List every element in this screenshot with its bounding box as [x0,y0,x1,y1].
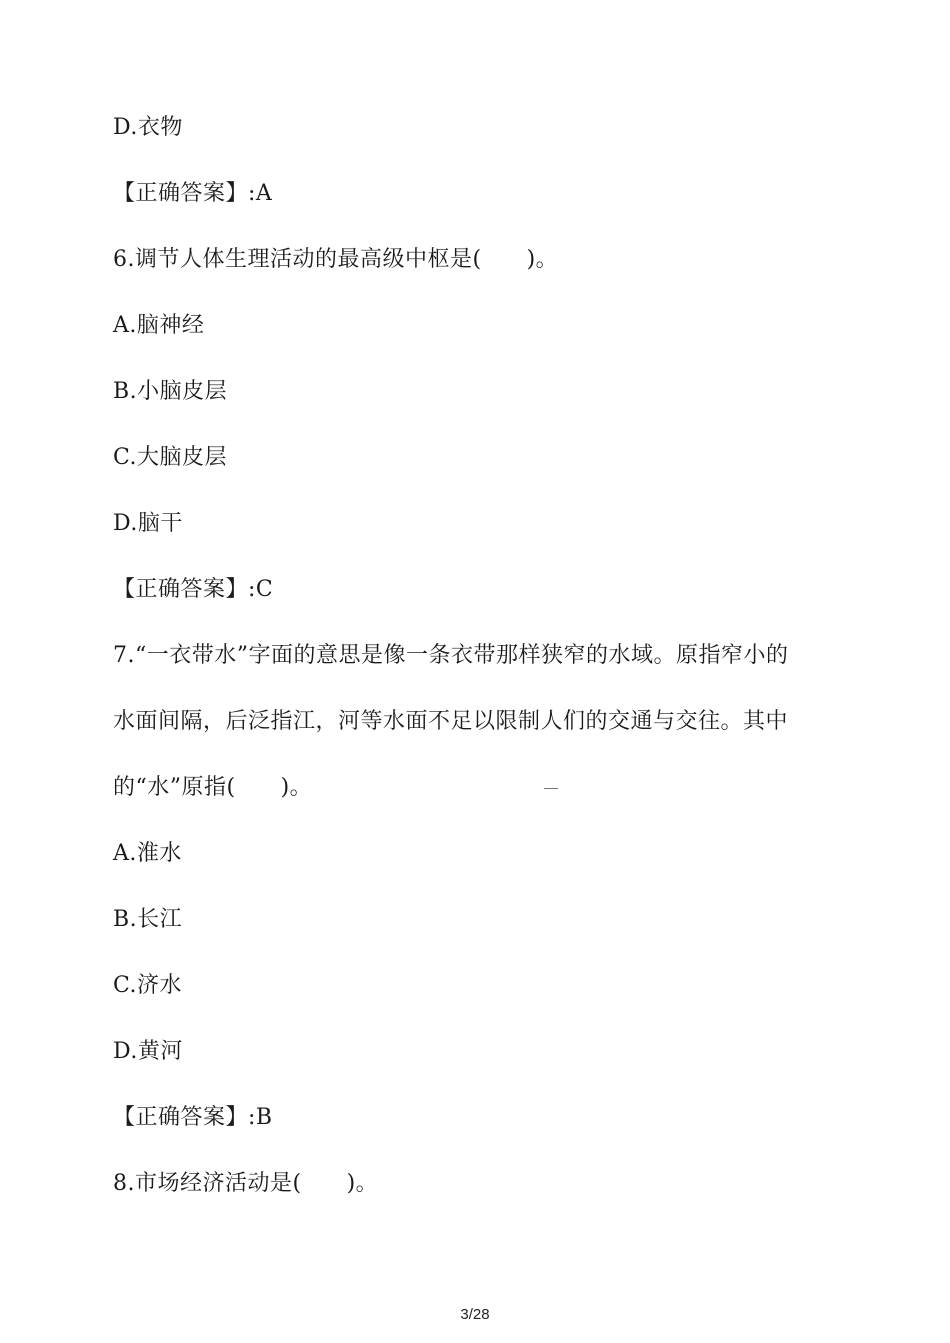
q7-answer: 【正确答案】:B [113,1105,273,1130]
page-number: 3/28 [460,1306,490,1323]
q7-stem-line-2: 水面间隔，后泛指江，河等水面不足以限制人们的交通与交往。其中 [113,709,789,734]
q6-option-d: D.脑干 [113,511,183,536]
q5-option-d: D.衣物 [113,115,183,140]
q6-option-a: A.脑神经 [113,313,205,338]
stray-underline-mark [544,788,558,789]
q7-stem-line-1: 7.“一衣带水”字面的意思是像一条衣带那样狭窄的水域。原指窄小的 [113,643,789,668]
q8-stem: 8.市场经济活动是( )。 [113,1171,379,1196]
q7-option-b: B.长江 [113,907,183,932]
q5-answer: 【正确答案】:A [113,181,273,206]
q7-option-c: C.济水 [113,973,183,998]
q7-option-d: D.黄河 [113,1039,183,1064]
q6-answer: 【正确答案】:C [113,577,274,602]
q6-stem: 6.调节人体生理活动的最高级中枢是( )。 [113,247,559,272]
q7-option-a: A.淮水 [113,841,182,866]
q6-option-c: C.大脑皮层 [113,445,228,470]
q6-option-b: B.小脑皮层 [113,379,228,404]
q7-stem-line-3: 的“水”原指( )。 [113,775,313,800]
